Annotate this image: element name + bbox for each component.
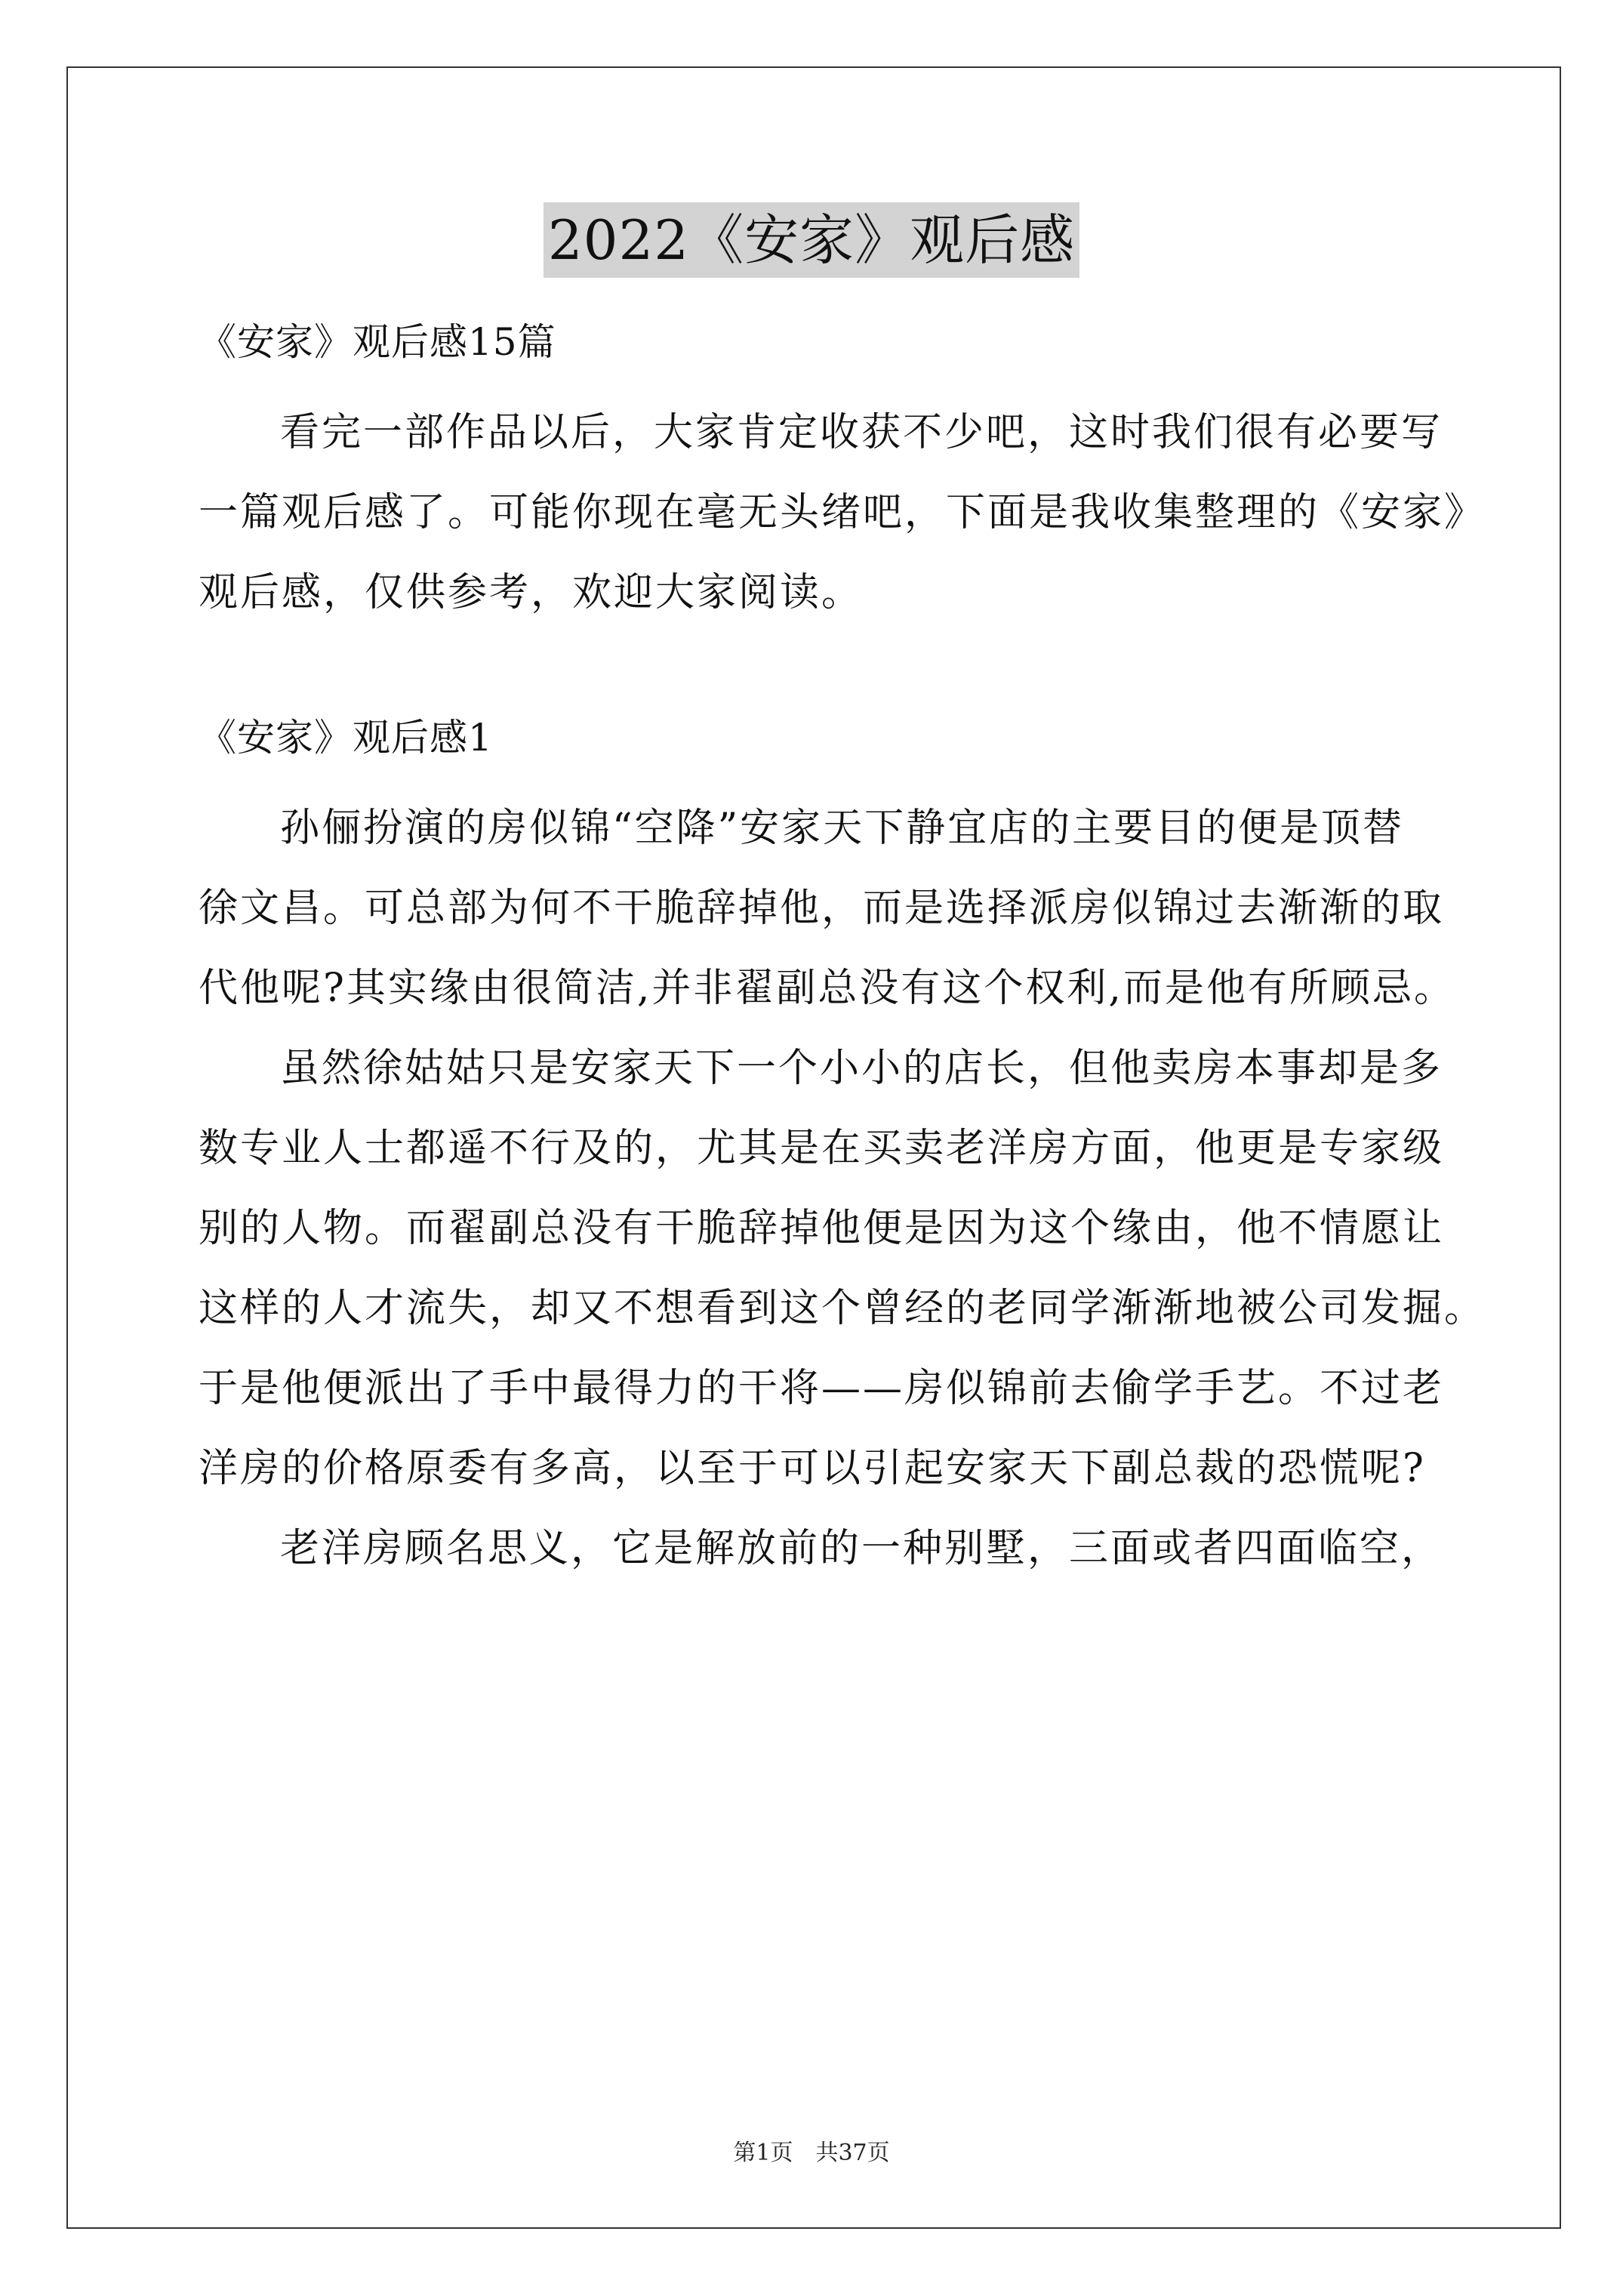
para2-line-6: 洋房的价格原委有多高，以至于可以引起安家天下副总裁的恐慌呢?	[199, 1446, 1426, 1491]
para1-line-1: 孙俪扮演的房似锦“空降”安家天下静宜店的主要目的便是顶替	[280, 806, 1405, 851]
page-number-footer: 第1页 共37页	[733, 2140, 890, 2166]
para2-line-5: 于是他便派出了手中最得力的干将——房似锦前去偷学手艺。不过老	[199, 1366, 1445, 1411]
para3-line-1: 老洋房顾名思义，它是解放前的一种别墅，三面或者四面临空，	[280, 1526, 1443, 1571]
document-title: 2022《安家》观后感	[544, 202, 1079, 278]
para2-line-4: 这样的人才流失，却又不想看到这个曾经的老同学渐渐地被公司发掘。	[199, 1286, 1486, 1331]
para2-line-1: 虽然徐姑姑只是安家天下一个小小的店长，但他卖房本事却是多	[280, 1046, 1443, 1091]
intro-line-1: 看完一部作品以后，大家肯定收获不少吧，这时我们很有必要写	[280, 410, 1443, 455]
intro-heading: 《安家》观后感15篇	[199, 320, 556, 364]
para1-line-3: 代他呢?其实缘由很简洁,并非翟副总没有这个权利,而是他有所顾忌。	[199, 966, 1455, 1011]
document-body	[199, 302, 1486, 1589]
intro-line-2: 一篇观后感了。可能你现在毫无头绪吧，下面是我收集整理的《安家》	[199, 490, 1486, 535]
intro-line-3: 观后感，仅供参考，欢迎大家阅读。	[199, 570, 864, 615]
para1-line-2: 徐文昌。可总部为何不干脆辞掉他，而是选择派房似锦过去渐渐的取	[199, 886, 1445, 931]
section-heading: 《安家》观后感1	[199, 716, 493, 760]
title-container	[0, 202, 1623, 278]
para2-line-2: 数专业人士都遥不行及的，尤其是在买卖老洋房方面，他更是专家级	[199, 1126, 1445, 1171]
para2-line-3: 别的人物。而翟副总没有干脆辞掉他便是因为这个缘由，他不情愿让	[199, 1206, 1445, 1251]
